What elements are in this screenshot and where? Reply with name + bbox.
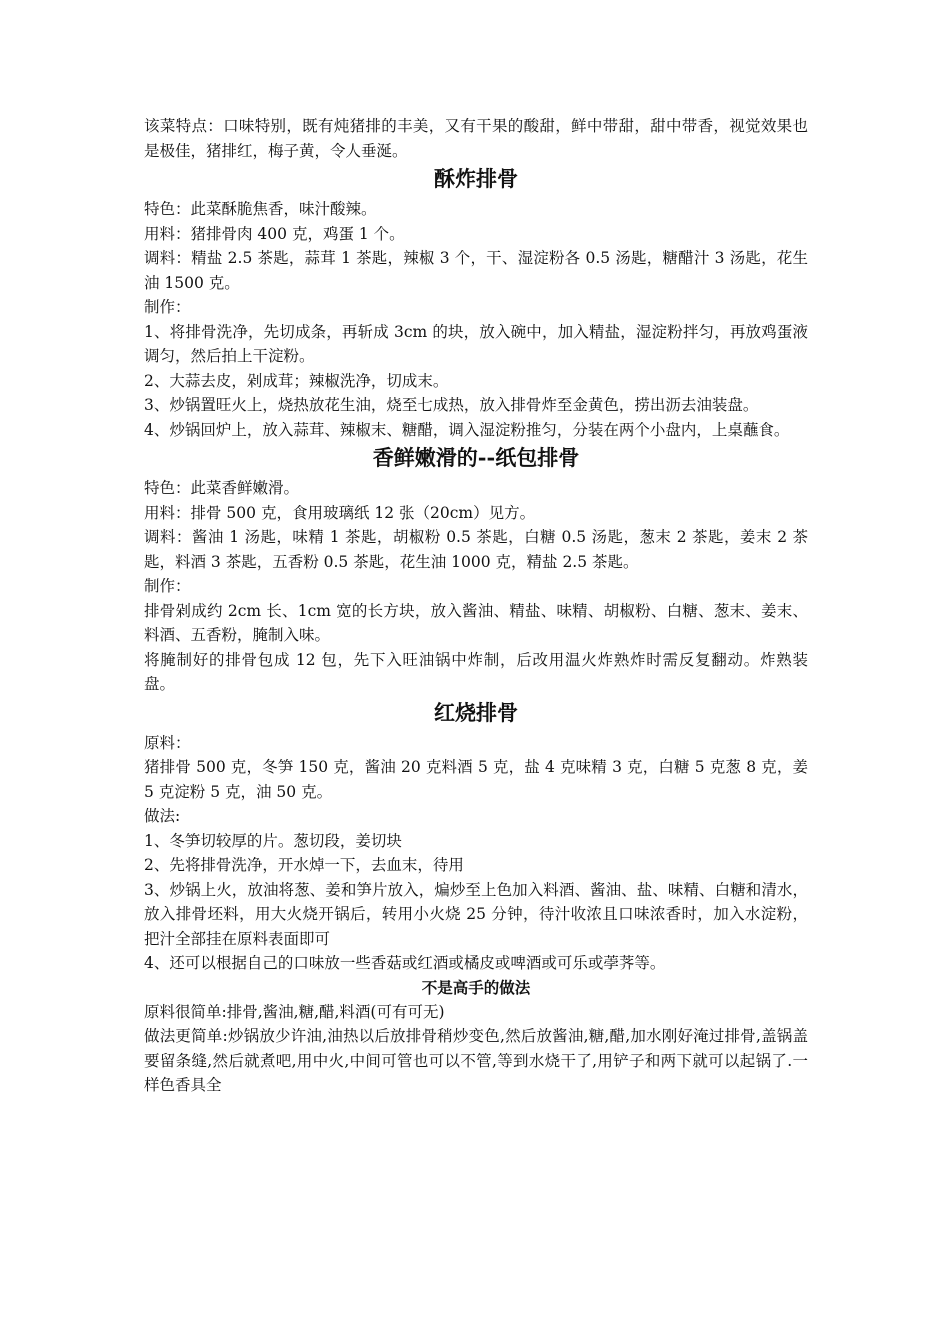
recipe-line: 4、还可以根据自己的口味放一些香菇或红酒或橘皮或啤酒或可乐或荸荠等。: [144, 954, 666, 972]
recipe-line: 将腌制好的排骨包成 12 包，先下入旺油锅中炸制，后改用温火炸熟炸时需反复翻动。炸熟装盘。: [144, 650, 808, 693]
recipe-title-paper-wrapped-ribs: 香鲜嫩滑的--纸包排骨: [372, 445, 580, 470]
recipe-line: 1、冬笋切较厚的片。葱切段，姜切块: [144, 831, 402, 850]
recipe-body-paper-wrapped-ribs: [144, 476, 808, 697]
recipe-title-braised-ribs: 红烧排骨: [434, 699, 518, 725]
recipe-line: 用料：猪排骨肉 400 克，鸡蛋 1 个。: [144, 224, 405, 243]
recipe-line: 制作：: [144, 577, 191, 595]
section-title-simple-method: 不是高手的做法: [421, 977, 531, 997]
recipe-line: 做法:: [144, 807, 181, 825]
recipe-line: 2、大蒜去皮，剁成茸；辣椒洗净，切成末。: [144, 371, 449, 390]
recipe-line: 1、将排骨洗净，先切成条，再斩成 3cm 的块，放入碗中，加入精盐，湿淀粉拌匀，再放鸡蛋液调匀，然后拍上干淀粉。: [144, 322, 808, 365]
recipe-line: 2、先将排骨洗净，开水焯一下，去血末，待用: [144, 856, 464, 874]
recipe-title-crispy-ribs: 酥炸排骨: [434, 166, 518, 191]
recipe-body-braised-ribs: [144, 731, 808, 976]
recipe-line: 调料：精盐 2.5 茶匙，蒜茸 1 茶匙，辣椒 3 个，干、湿淀粉各 0.5 汤匙，糖醋汁 3 汤匙，花生油 1500 克。: [144, 249, 808, 292]
recipe-line: 猪排骨 500 克，冬笋 150 克，酱油 20 克料酒 5 克，盐 4 克味精 3 克，白糖 5 克葱 8 克，姜 5 克淀粉 5 克，油 50 克。: [144, 758, 808, 801]
recipe-line: 3、炒锅上火，放油将葱、姜和笋片放入，煸炒至上色加入料酒、酱油、盐、味精、白糖和清水，放入排骨坯料，用大火烧开锅后，转用小火烧 25 分钟，待汁收浓且口味浓香时，加入水淀粉，把汁全部挂在原料表面即可: [144, 880, 808, 948]
section-body-simple-method: [144, 1000, 808, 1098]
recipe-line: 特色：此菜酥脆焦香，味汁酸辣。: [144, 200, 377, 218]
recipe-line: 排骨剁成约 2cm 长、1cm 宽的长方块，放入酱油、精盐、味精、胡椒粉、白糖、葱末、姜末、料酒、五香粉，腌制入味。: [144, 601, 808, 644]
recipe-line: 4、炒锅回炉上，放入蒜茸、辣椒末、糖醋，调入湿淀粉推匀，分装在两个小盘内，上桌蘸食。: [144, 420, 790, 439]
recipe-line: 原料：: [144, 733, 191, 752]
recipe-line: 特色：此菜香鲜嫩滑。: [144, 479, 300, 497]
recipe-line: 制作：: [144, 298, 191, 316]
recipe-line: 3、炒锅置旺火上，烧热放花生油，烧至七成热，放入排骨炸至金黄色，捞出沥去油装盘。: [144, 396, 759, 414]
recipe-body-crispy-ribs: [144, 197, 808, 442]
recipe-line: 原料很简单:排骨,酱油,糖,醋,料酒(可有可无): [144, 1002, 445, 1021]
recipe-line: 用料：排骨 500 克，食用玻璃纸 12 张（20cm）见方。: [144, 503, 536, 522]
document-page: [144, 114, 808, 1098]
recipe-line: 做法更简单:炒锅放少许油,油热以后放排骨稍炒变色,然后放酱油,糖,醋,加水刚好淹过排骨,盖锅盖要留条缝,然后就煮吧,用中火,中间可管也可以不管,等到水烧干了,用铲子和两下就可以起锅了.一样色香具全: [144, 1027, 808, 1094]
recipe-line: 调料：酱油 1 汤匙，味精 1 茶匙，胡椒粉 0.5 茶匙，白糖 0.5 汤匙，葱末 2 茶匙，姜末 2 茶匙，料酒 3 茶匙，五香粉 0.5 茶匙，花生油 1000 克，精盐 2.5 茶匙。: [144, 528, 808, 571]
intro-paragraph: 该菜特点：口味特别，既有炖猪排的丰美，又有干果的酸甜，鲜中带甜，甜中带香，视觉效果也是极佳，猪排红，梅子黄，令人垂涎。: [144, 117, 808, 160]
